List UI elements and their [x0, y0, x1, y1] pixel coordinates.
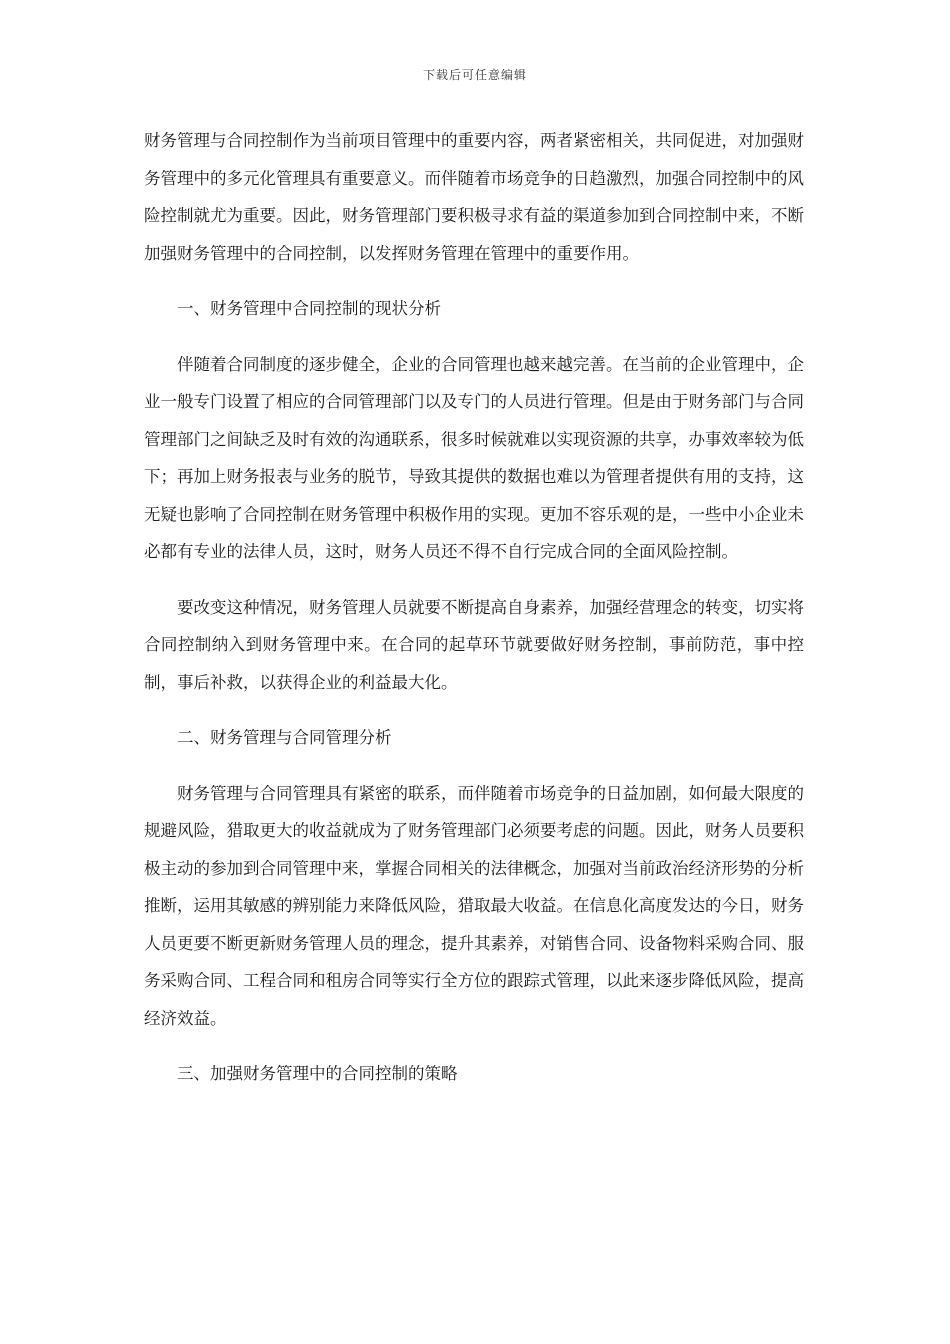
- page-header-note: 下载后可任意编辑: [422, 68, 527, 82]
- document-body: [144, 122, 804, 1111]
- section-1-paragraph-2: 要改变这种情况，财务管理人员就要不断提高自身素养，加强经营理念的转变，切实将合同控制纳入到财务管理中来。在合同的起草环节就要做好财务控制，事前防范，事中控制，事后补救，以获得企业的利益最大化。: [144, 597, 804, 692]
- section-2-paragraph-1: 财务管理与合同管理具有紧密的联系，而伴随着市场竞争的日益加剧，如何最大限度的规避风险，猎取更大的收益就成为了财务管理部门必须要考虑的问题。因此，财务人员要积极主动的参加到合同管理中来，掌握合同相关的法律概念，加强对当前政治经济形势的分析推断，运用其敏感的辨别能力来降低风险，猎取最大收益。在信息化高度发达的今日，财务人员更要不断更新财务管理人员的理念，提升其素养，对销售合同、设备物料采购合同、服务采购合同、工程合同和租房合同等实行全方位的跟踪式管理，以此来逐步降低风险，提高经济效益。: [144, 783, 804, 1028]
- intro-paragraph: 财务管理与合同控制作为当前项目管理中的重要内容，两者紧密相关，共同促进，对加强财务管理中的多元化管理具有重要意义。而伴随着市场竞争的日趋激烈，加强合同控制中的风险控制就尤为重要。因此，财务管理部门要积极寻求有益的渠道参加到合同控制中来，不断加强财务管理中的合同控制，以发挥财务管理在管理中的重要作用。: [144, 131, 804, 263]
- section-heading-1: 一、财务管理中合同控制的现状分析: [177, 299, 441, 318]
- section-heading-3: 三、加强财务管理中的合同控制的策略: [177, 1064, 458, 1083]
- section-heading-2: 二、财务管理与合同管理分析: [177, 728, 392, 747]
- section-1-paragraph-1: 伴随着合同制度的逐步健全，企业的合同管理也越来越完善。在当前的企业管理中，企业一般专门设置了相应的合同管理部门以及专门的人员进行管理。但是由于财务部门与合同管理部门之间缺乏及时有效的沟通联系，很多时候就难以实现资源的共享，办事效率较为低下；再加上财务报表与业务的脱节，导致其提供的数据也难以为管理者提供有用的支持，这无疑也影响了合同控制在财务管理中积极作用的实现。更加不容乐观的是，一些中小企业未必都有专业的法律人员，这时，财务人员还不得不自行完成合同的全面风险控制。: [144, 354, 804, 561]
